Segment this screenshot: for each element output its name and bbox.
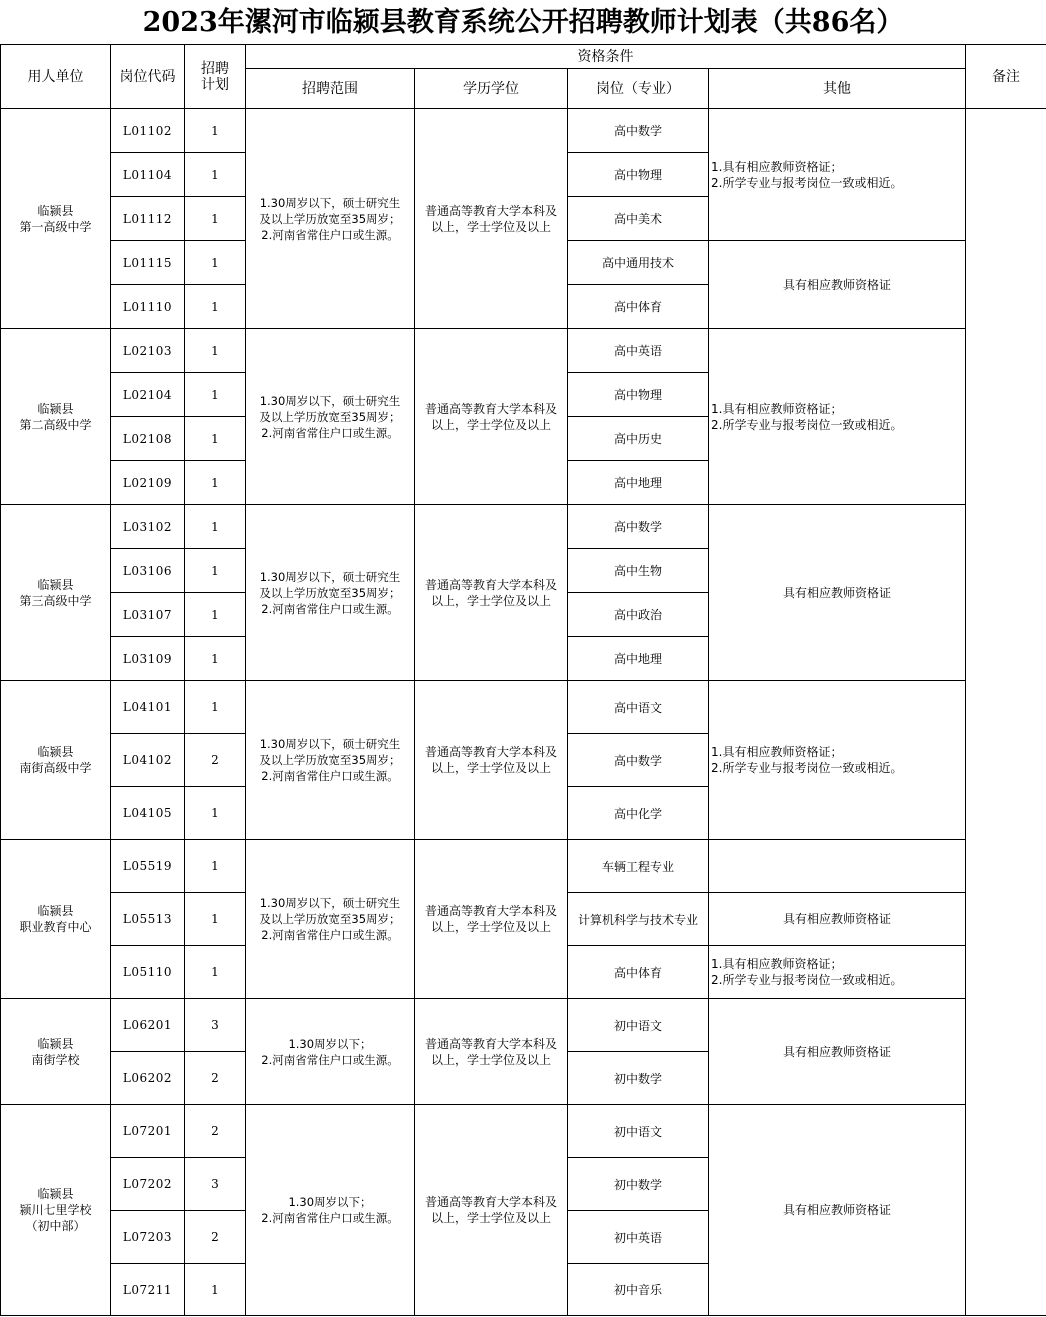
post-code: L01112 bbox=[111, 197, 185, 241]
post-major: 高中地理 bbox=[568, 461, 709, 505]
post-major: 高中英语 bbox=[568, 329, 709, 373]
post-major: 初中语文 bbox=[568, 1105, 709, 1158]
post-major: 高中物理 bbox=[568, 373, 709, 417]
plan-count: 1 bbox=[185, 893, 246, 946]
unit-name-line: 职业教育中心 bbox=[19, 920, 92, 934]
unit-cell bbox=[1, 1105, 111, 1316]
header-code: 岗位代码 bbox=[111, 45, 185, 109]
education-line: 以上，学士学位及以上 bbox=[430, 1211, 551, 1225]
unit-name-line: 第二高级中学 bbox=[19, 417, 92, 432]
unit-name-line: 临颍县 bbox=[37, 1187, 74, 1201]
unit-cell bbox=[1, 505, 111, 681]
post-major: 高中历史 bbox=[568, 417, 709, 461]
plan-count: 2 bbox=[185, 734, 246, 787]
scope-line: 2.河南省常住户口或生源。 bbox=[261, 928, 399, 942]
education-line: 普通高等教育大学本科及 bbox=[424, 1195, 557, 1209]
scope-line: 2.河南省常住户口或生源。 bbox=[261, 601, 399, 616]
scope-line: 及以上学历放宽至35周岁； bbox=[259, 211, 401, 226]
post-major: 初中英语 bbox=[568, 1211, 709, 1264]
post-code: L06202 bbox=[111, 1052, 185, 1105]
other-line: 1.具有相应教师资格证； bbox=[711, 745, 843, 759]
unit-name-line: 临颍县 bbox=[37, 577, 74, 592]
unit-name-line: 临颍县 bbox=[37, 904, 74, 918]
scope-cell bbox=[246, 329, 415, 505]
post-code: L02103 bbox=[111, 329, 185, 373]
unit-name-line: 南街学校 bbox=[31, 1052, 80, 1067]
post-code: L07211 bbox=[111, 1264, 185, 1316]
scope-cell bbox=[246, 1105, 415, 1316]
post-major: 高中政治 bbox=[568, 593, 709, 637]
plan-count: 1 bbox=[185, 329, 246, 373]
post-major: 初中数学 bbox=[568, 1158, 709, 1211]
scope-line: 1.30周岁以下，硕士研究生 bbox=[259, 569, 401, 584]
unit-name-line: 第一高级中学 bbox=[19, 219, 92, 234]
post-major: 高中化学 bbox=[568, 787, 709, 840]
scope-line: 2.河南省常住户口或生源。 bbox=[261, 1052, 399, 1067]
plan-count: 1 bbox=[185, 505, 246, 549]
scope-line: 2.河南省常住户口或生源。 bbox=[261, 769, 399, 783]
scope-line: 及以上学历放宽至35周岁； bbox=[259, 409, 401, 424]
plan-count: 1 bbox=[185, 285, 246, 329]
header-education: 学历学位 bbox=[415, 69, 568, 109]
plan-count: 1 bbox=[185, 637, 246, 681]
unit-cell bbox=[1, 329, 111, 505]
plan-count: 1 bbox=[185, 549, 246, 593]
plan-count: 1 bbox=[185, 681, 246, 734]
education-line: 以上，学士学位及以上 bbox=[430, 417, 551, 432]
header-plan bbox=[185, 45, 246, 109]
scope-line: 及以上学历放宽至35周岁； bbox=[259, 753, 401, 767]
unit-cell bbox=[1, 681, 111, 840]
plan-count: 2 bbox=[185, 1105, 246, 1158]
post-major: 高中通用技术 bbox=[568, 241, 709, 285]
post-major: 初中语文 bbox=[568, 999, 709, 1052]
other-cell: 具有相应教师资格证 bbox=[709, 241, 966, 329]
scope-cell bbox=[246, 999, 415, 1105]
unit-name-line: 颍川七里学校 bbox=[19, 1203, 92, 1217]
other-cell bbox=[709, 946, 966, 999]
post-code: L05110 bbox=[111, 946, 185, 999]
header-plan-line: 招聘 bbox=[201, 60, 229, 77]
post-code: L05513 bbox=[111, 893, 185, 946]
education-cell bbox=[415, 109, 568, 329]
post-code: L04102 bbox=[111, 734, 185, 787]
scope-line: 1.30周岁以下，硕士研究生 bbox=[259, 896, 401, 910]
post-code: L03102 bbox=[111, 505, 185, 549]
plan-count: 1 bbox=[185, 840, 246, 893]
plan-count: 1 bbox=[185, 461, 246, 505]
post-major: 高中生物 bbox=[568, 549, 709, 593]
unit-cell bbox=[1, 999, 111, 1105]
other-cell: 具有相应教师资格证 bbox=[709, 1105, 966, 1316]
remarks-cell bbox=[966, 109, 1046, 1316]
education-line: 以上，学士学位及以上 bbox=[430, 920, 551, 934]
plan-count: 1 bbox=[185, 109, 246, 153]
scope-line: 2.河南省常住户口或生源。 bbox=[261, 425, 399, 440]
unit-cell bbox=[1, 109, 111, 329]
other-line: 1.具有相应教师资格证； bbox=[711, 401, 843, 416]
other-line: 2.所学专业与报考岗位一致或相近。 bbox=[711, 973, 903, 987]
post-code: L04105 bbox=[111, 787, 185, 840]
education-line: 以上，学士学位及以上 bbox=[430, 593, 551, 608]
education-line: 普通高等教育大学本科及 bbox=[424, 401, 557, 416]
post-code: L02104 bbox=[111, 373, 185, 417]
post-major: 初中音乐 bbox=[568, 1264, 709, 1316]
post-code: L03106 bbox=[111, 549, 185, 593]
unit-name-line: 临颍县 bbox=[37, 401, 74, 416]
other-cell bbox=[709, 681, 966, 840]
plan-count: 1 bbox=[185, 241, 246, 285]
unit-name-line: （初中部） bbox=[25, 1219, 86, 1233]
page-title: 2023年漯河市临颍县教育系统公开招聘教师计划表（共86名） bbox=[142, 7, 904, 38]
unit-name-line: 临颍县 bbox=[37, 203, 74, 218]
scope-line: 及以上学历放宽至35周岁； bbox=[259, 912, 401, 926]
other-cell: 具有相应教师资格证 bbox=[709, 999, 966, 1105]
plan-count: 1 bbox=[185, 1264, 246, 1316]
plan-count: 1 bbox=[185, 153, 246, 197]
post-code: L01110 bbox=[111, 285, 185, 329]
post-code: L06201 bbox=[111, 999, 185, 1052]
post-code: L04101 bbox=[111, 681, 185, 734]
post-major: 高中体育 bbox=[568, 946, 709, 999]
other-line: 2.所学专业与报考岗位一致或相近。 bbox=[711, 761, 903, 775]
education-line: 普通高等教育大学本科及 bbox=[424, 1036, 557, 1051]
header-post: 岗位（专业） bbox=[568, 69, 709, 109]
post-major: 高中地理 bbox=[568, 637, 709, 681]
education-line: 以上，学士学位及以上 bbox=[430, 761, 551, 775]
post-major: 初中数学 bbox=[568, 1052, 709, 1105]
post-code: L03109 bbox=[111, 637, 185, 681]
unit-name-line: 南街高级中学 bbox=[19, 761, 92, 775]
unit-name-line: 临颍县 bbox=[37, 1036, 74, 1051]
post-code: L07201 bbox=[111, 1105, 185, 1158]
other-cell: 具有相应教师资格证 bbox=[709, 893, 966, 946]
scope-cell bbox=[246, 109, 415, 329]
header-other: 其他 bbox=[709, 69, 966, 109]
other-cell: 具有相应教师资格证 bbox=[709, 505, 966, 681]
plan-count: 3 bbox=[185, 1158, 246, 1211]
header-remarks: 备注 bbox=[966, 45, 1046, 109]
scope-cell bbox=[246, 840, 415, 999]
scope-cell bbox=[246, 681, 415, 840]
education-cell bbox=[415, 1105, 568, 1316]
post-major: 高中物理 bbox=[568, 153, 709, 197]
plan-count: 1 bbox=[185, 787, 246, 840]
post-code: L03107 bbox=[111, 593, 185, 637]
post-major: 高中语文 bbox=[568, 681, 709, 734]
post-code: L02109 bbox=[111, 461, 185, 505]
post-major: 高中数学 bbox=[568, 505, 709, 549]
plan-count: 1 bbox=[185, 593, 246, 637]
post-code: L05519 bbox=[111, 840, 185, 893]
header-scope: 招聘范围 bbox=[246, 69, 415, 109]
education-cell bbox=[415, 329, 568, 505]
post-major: 高中体育 bbox=[568, 285, 709, 329]
other-cell bbox=[709, 329, 966, 505]
education-line: 普通高等教育大学本科及 bbox=[424, 577, 557, 592]
post-code: L01115 bbox=[111, 241, 185, 285]
post-major: 高中数学 bbox=[568, 734, 709, 787]
education-line: 普通高等教育大学本科及 bbox=[424, 745, 557, 759]
other-line: 1.具有相应教师资格证； bbox=[711, 159, 843, 174]
post-code: L01104 bbox=[111, 153, 185, 197]
post-code: L07203 bbox=[111, 1211, 185, 1264]
plan-count: 2 bbox=[185, 1052, 246, 1105]
scope-line: 2.河南省常住户口或生源。 bbox=[261, 227, 399, 242]
post-major: 高中美术 bbox=[568, 197, 709, 241]
scope-line: 1.30周岁以下，硕士研究生 bbox=[259, 195, 401, 210]
post-code: L07202 bbox=[111, 1158, 185, 1211]
plan-count: 3 bbox=[185, 999, 246, 1052]
education-cell bbox=[415, 681, 568, 840]
education-cell bbox=[415, 840, 568, 999]
scope-line: 2.河南省常住户口或生源。 bbox=[261, 1211, 399, 1225]
plan-count: 1 bbox=[185, 197, 246, 241]
education-cell bbox=[415, 999, 568, 1105]
other-line: 2.所学专业与报考岗位一致或相近。 bbox=[711, 175, 903, 190]
education-line: 以上，学士学位及以上 bbox=[430, 219, 551, 234]
plan-count: 2 bbox=[185, 1211, 246, 1264]
other-cell bbox=[709, 840, 966, 893]
scope-cell bbox=[246, 505, 415, 681]
plan-count: 1 bbox=[185, 373, 246, 417]
plan-count: 1 bbox=[185, 417, 246, 461]
post-major: 车辆工程专业 bbox=[568, 840, 709, 893]
header-plan-line: 计划 bbox=[201, 76, 229, 93]
scope-line: 及以上学历放宽至35周岁； bbox=[259, 585, 401, 600]
post-code: L01102 bbox=[111, 109, 185, 153]
scope-line: 1.30周岁以下，硕士研究生 bbox=[259, 393, 401, 408]
plan-count: 1 bbox=[185, 946, 246, 999]
recruitment-table bbox=[0, 44, 1046, 1316]
post-major: 计算机科学与技术专业 bbox=[568, 893, 709, 946]
education-line: 以上，学士学位及以上 bbox=[430, 1052, 551, 1067]
other-cell bbox=[709, 109, 966, 241]
education-cell bbox=[415, 505, 568, 681]
other-line: 1.具有相应教师资格证； bbox=[711, 957, 843, 971]
education-line: 普通高等教育大学本科及 bbox=[424, 904, 557, 918]
post-major: 高中数学 bbox=[568, 109, 709, 153]
header-unit: 用人单位 bbox=[1, 45, 111, 109]
other-line: 2.所学专业与报考岗位一致或相近。 bbox=[711, 417, 903, 432]
scope-line: 1.30周岁以下； bbox=[288, 1195, 372, 1209]
unit-cell bbox=[1, 840, 111, 999]
unit-name-line: 临颍县 bbox=[37, 745, 74, 759]
scope-line: 1.30周岁以下； bbox=[288, 1036, 372, 1051]
education-line: 普通高等教育大学本科及 bbox=[424, 203, 557, 218]
header-qualifications: 资格条件 bbox=[246, 45, 966, 69]
unit-name-line: 第三高级中学 bbox=[19, 593, 92, 608]
scope-line: 1.30周岁以下，硕士研究生 bbox=[259, 737, 401, 751]
post-code: L02108 bbox=[111, 417, 185, 461]
